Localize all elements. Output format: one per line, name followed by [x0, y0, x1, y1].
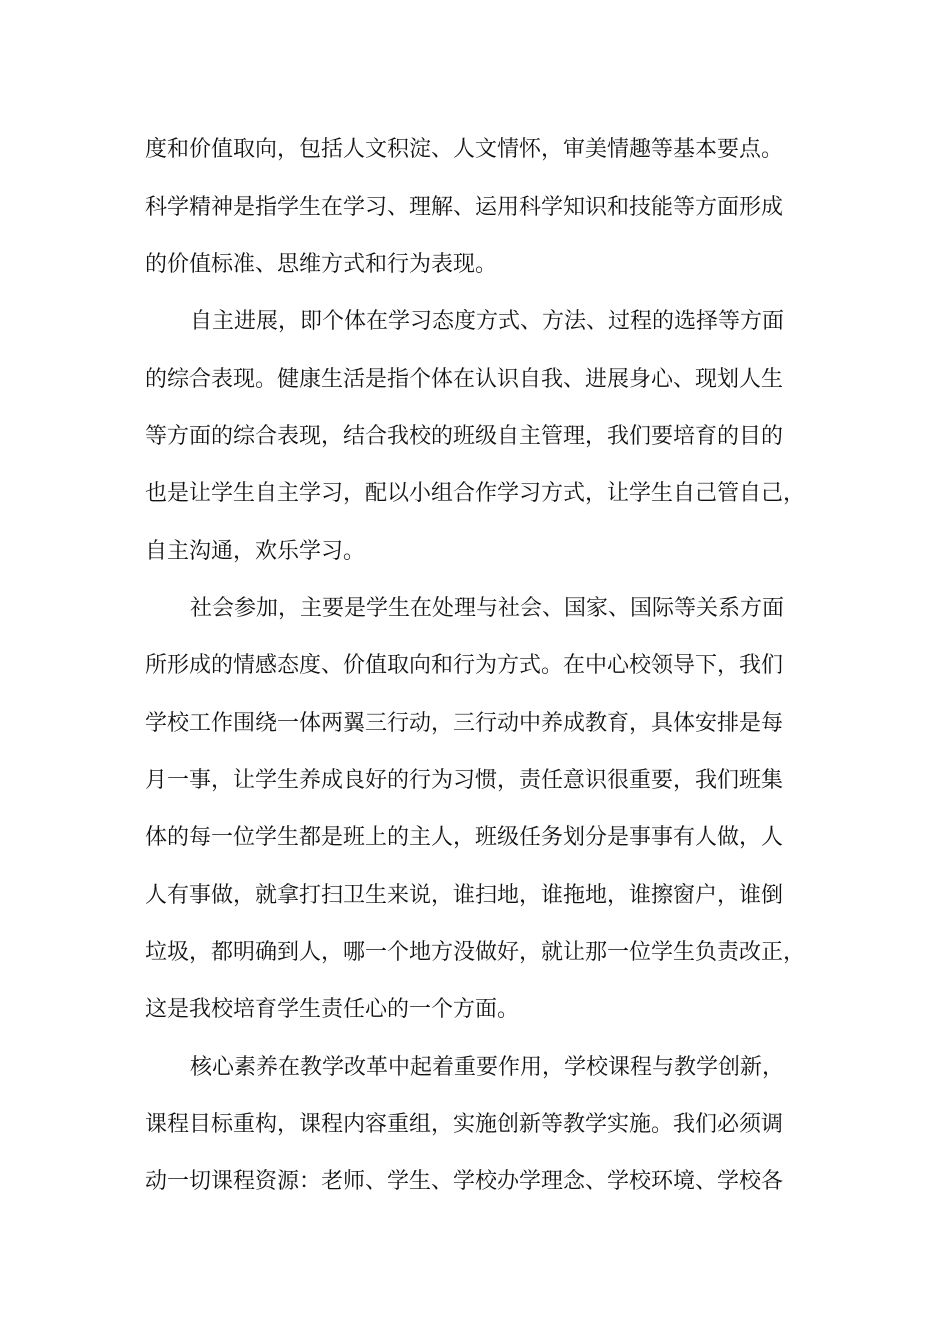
text-line: 等方面的综合表现，结合我校的班级自主管理，我们要培育的目的: [145, 424, 784, 449]
text-line: 课程目标重构，课程内容重组，实施创新等教学实施。我们必须调: [145, 1112, 784, 1137]
text-line: 自主沟通，欢乐学习。: [145, 539, 366, 564]
text-line: 这是我校培育学生责任心的一个方面。: [145, 997, 520, 1022]
text-line: 体的每一位学生都是班上的主人，班级任务划分是事事有人做，人: [145, 825, 784, 850]
paragraph-first-line: 自主进展，即个体在学习态度方式、方法、过程的选择等方面: [190, 309, 785, 334]
text-line: 人有事做，就拿打扫卫生来说，谁扫地，谁拖地，谁擦窗户，谁倒: [145, 883, 784, 908]
text-line: 度和价值取向，包括人文积淀、人文情怀，审美情趣等基本要点。: [145, 137, 784, 162]
text-line: 学校工作围绕一体两翼三行动，三行动中养成教育，具体安排是每: [145, 711, 784, 736]
text-line: 动一切课程资源：老师、学生、学校办学理念、学校环境、学校各: [145, 1169, 784, 1194]
paragraph-first-line: 社会参加，主要是学生在处理与社会、国家、国际等关系方面: [190, 596, 785, 621]
text-line: 的价值标准、思维方式和行为表现。: [145, 252, 498, 277]
text-line: 垃圾，都明确到人，哪一个地方没做好，就让那一位学生负责改正，: [145, 940, 806, 965]
paragraph-first-line: 核心素养在教学改革中起着重要作用，学校课程与教学创新，: [190, 1055, 785, 1080]
text-line: 所形成的情感态度、价值取向和行为方式。在中心校领导下，我们: [145, 653, 784, 678]
text-line: 科学精神是指学生在学习、理解、运用科学知识和技能等方面形成: [145, 195, 784, 220]
text-line: 月一事，让学生养成良好的行为习惯，责任意识很重要，我们班集: [145, 768, 784, 793]
text-line: 也是让学生自主学习，配以小组合作学习方式，让学生自己管自己，: [145, 481, 806, 506]
text-line: 的综合表现。健康生活是指个体在认识自我、进展身心、现划人生: [145, 367, 784, 392]
